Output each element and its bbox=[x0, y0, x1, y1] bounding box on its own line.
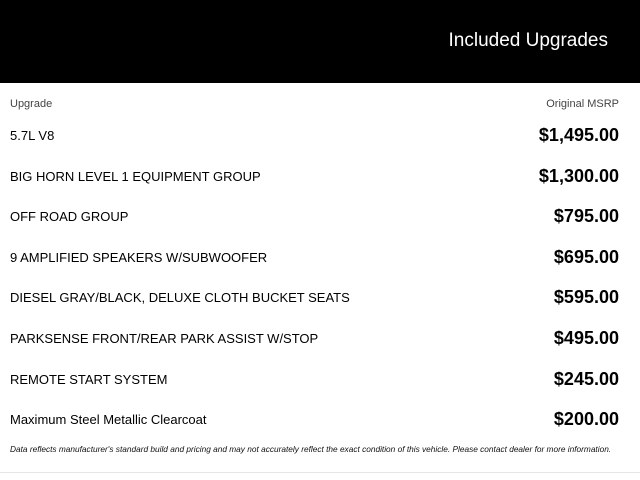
upgrade-price: $695.00 bbox=[553, 246, 619, 267]
upgrade-price: $1,300.00 bbox=[538, 165, 619, 186]
upgrade-name: 9 AMPLIFIED SPEAKERS W/SUBWOOFER bbox=[10, 249, 268, 265]
upgrade-row bbox=[10, 318, 619, 359]
upgrade-price: $595.00 bbox=[553, 287, 619, 308]
upgrade-row bbox=[10, 359, 619, 400]
upgrade-row bbox=[10, 399, 619, 440]
upgrade-name: Maximum Steel Metallic Clearcoat bbox=[10, 412, 207, 428]
upgrade-price: $795.00 bbox=[553, 206, 619, 227]
column-headers bbox=[10, 98, 619, 114]
upgrade-name: OFF ROAD GROUP bbox=[10, 209, 129, 225]
disclaimer-text: Data reflects manufacturer's standard build and pricing and may not accurately reflect the exact condition of this vehicle. Please contact dealer for more information. bbox=[10, 444, 612, 454]
upgrade-row bbox=[10, 237, 619, 278]
upgrade-row bbox=[10, 277, 619, 318]
upgrade-row bbox=[10, 156, 619, 197]
upgrade-name: PARKSENSE FRONT/REAR PARK ASSIST W/STOP bbox=[10, 330, 319, 346]
upgrade-name: BIG HORN LEVEL 1 EQUIPMENT GROUP bbox=[10, 168, 261, 184]
upgrade-name: 5.7L V8 bbox=[10, 128, 55, 143]
upgrade-row bbox=[10, 115, 619, 156]
header-bar bbox=[0, 0, 640, 83]
upgrade-price: $495.00 bbox=[553, 327, 619, 348]
column-header-upgrade: Upgrade bbox=[10, 98, 53, 110]
upgrade-price: $1,495.00 bbox=[538, 125, 619, 145]
upgrades-list bbox=[10, 115, 619, 440]
upgrade-price: $200.00 bbox=[553, 409, 619, 430]
upgrade-name: REMOTE START SYSTEM bbox=[10, 371, 168, 387]
upgrade-price: $245.00 bbox=[553, 368, 619, 389]
column-header-msrp: Original MSRP bbox=[546, 98, 619, 110]
page-title: Included Upgrades bbox=[448, 30, 608, 51]
bottom-divider bbox=[0, 472, 640, 473]
upgrade-name: DIESEL GRAY/BLACK, DELUXE CLOTH BUCKET SEATS bbox=[10, 290, 350, 306]
upgrade-row bbox=[10, 196, 619, 237]
